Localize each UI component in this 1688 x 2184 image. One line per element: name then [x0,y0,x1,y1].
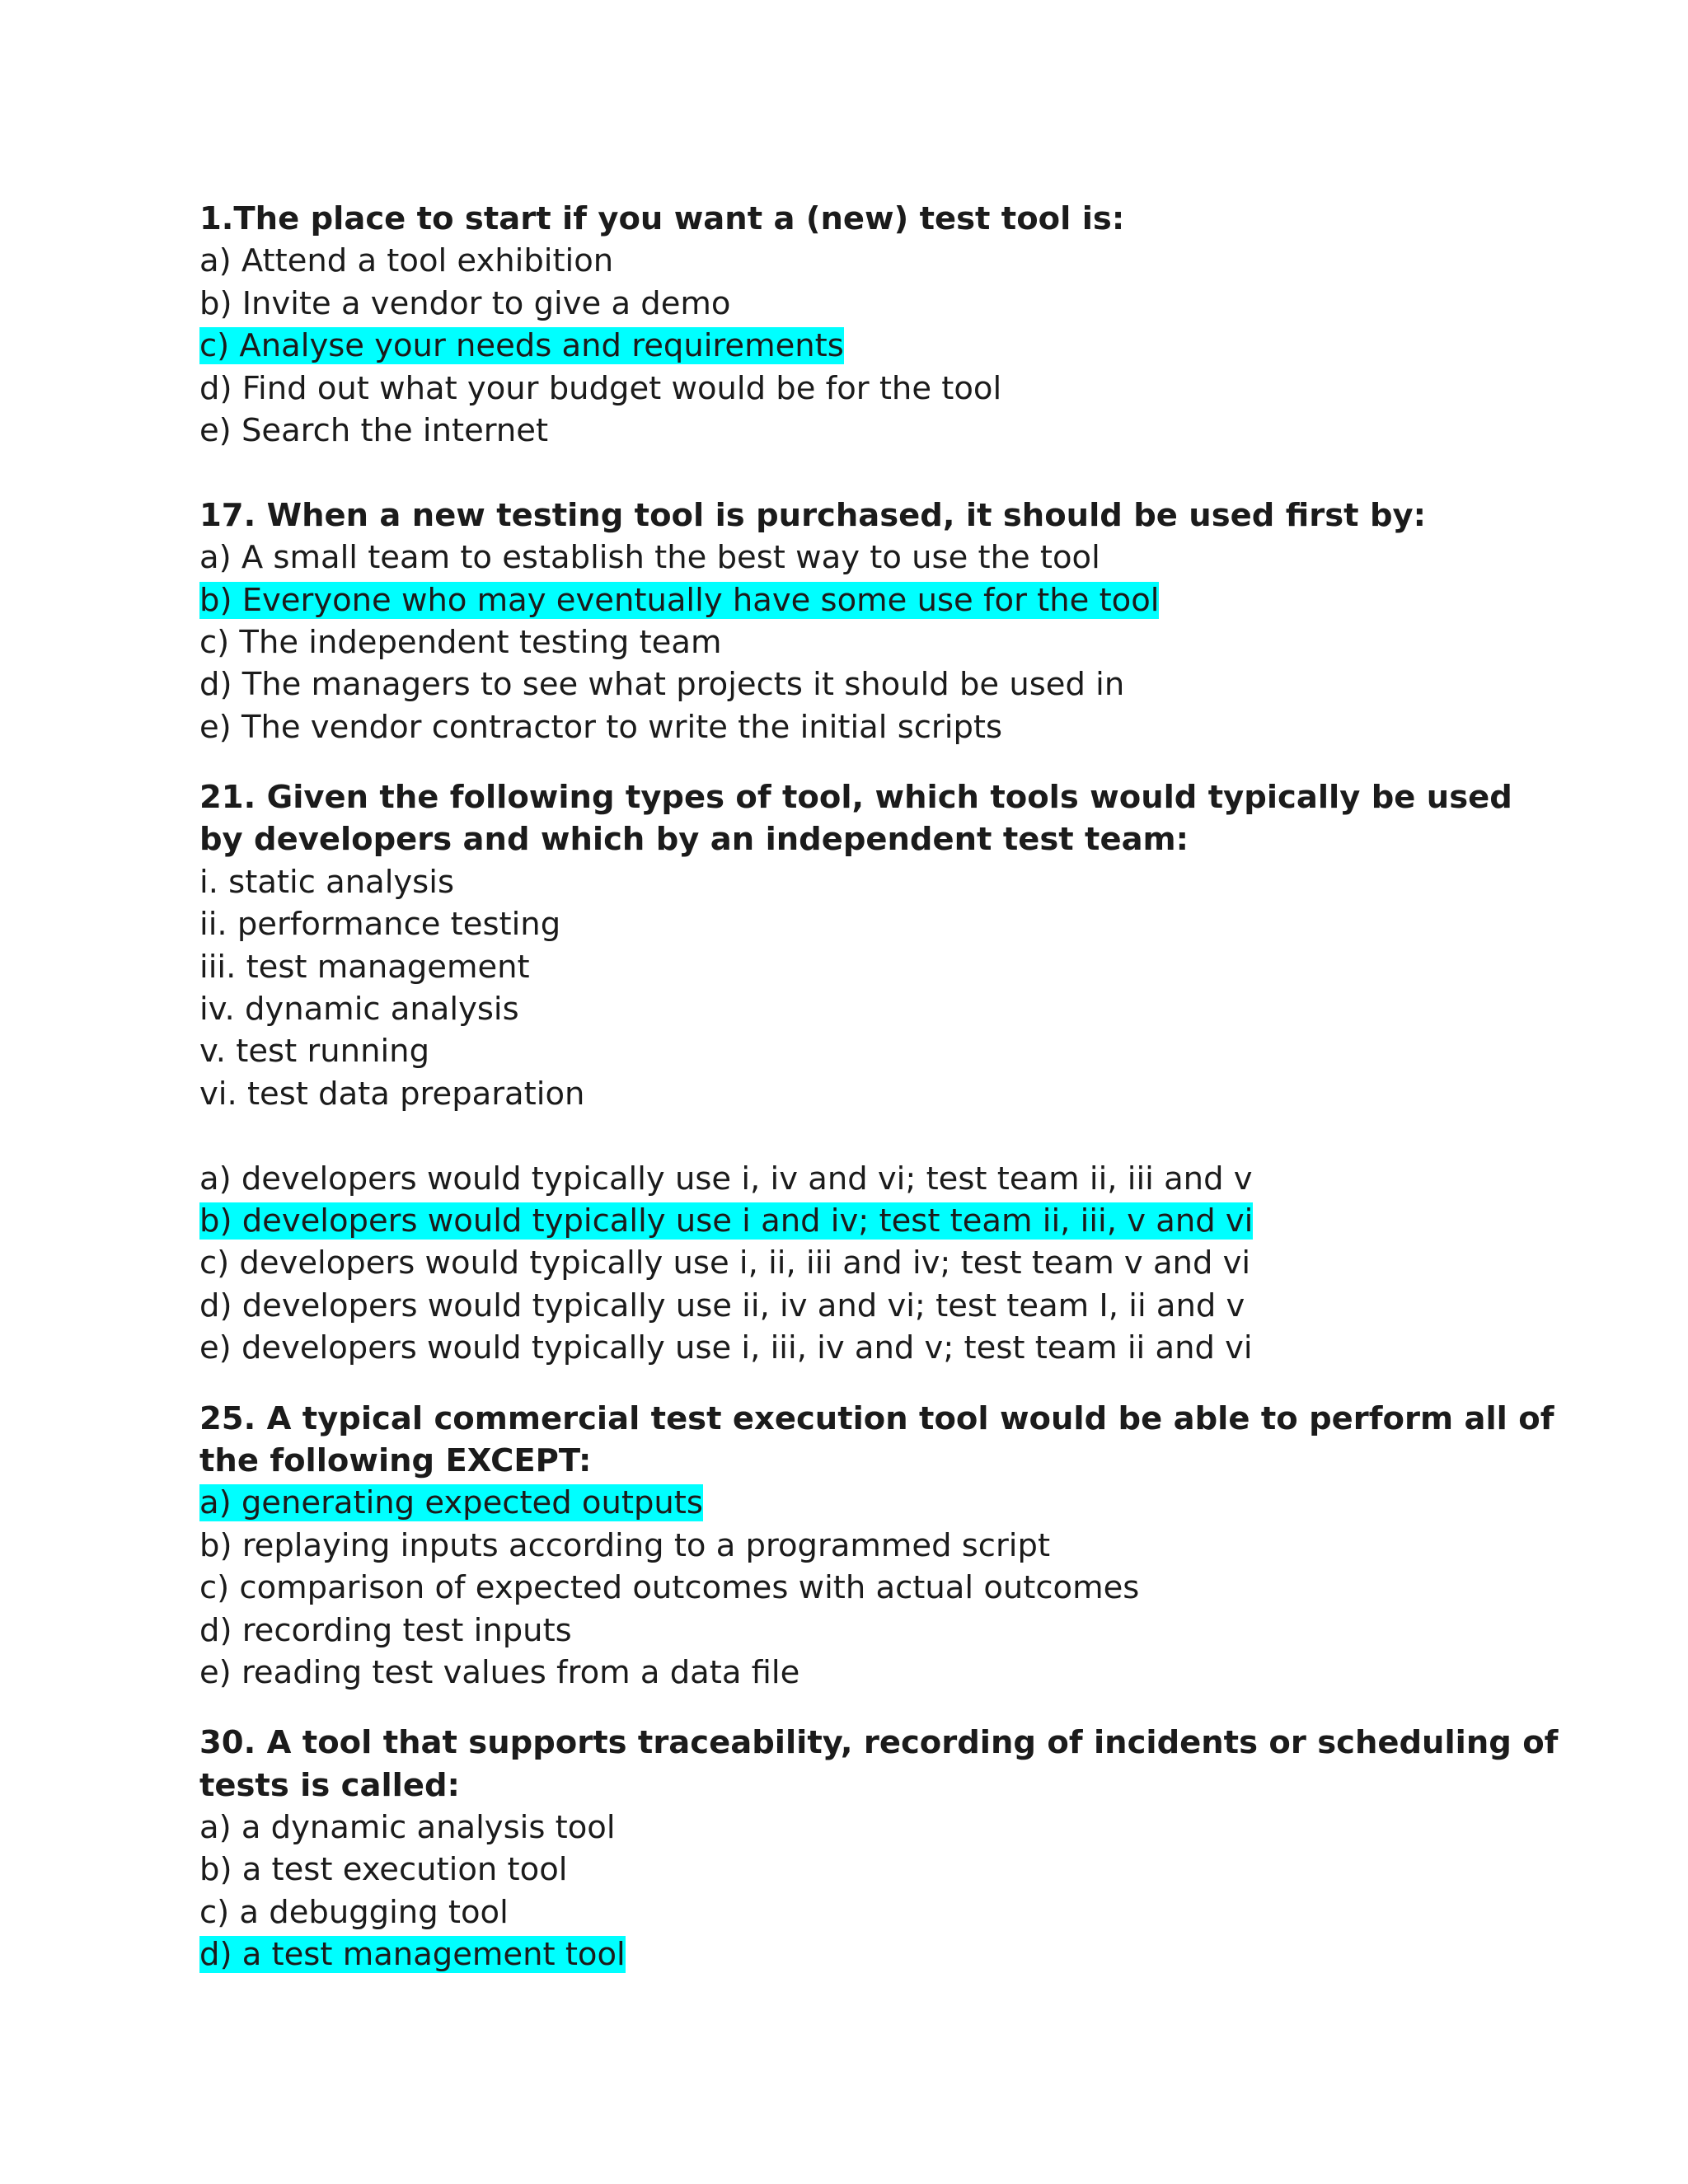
question-text-line-2: the following EXCEPT: [199,1441,592,1479]
option-c-highlighted-answer: c) Analyse your needs and requirements [199,327,844,365]
option-c: c) developers would typically use i, ii, iii and iv; test team v and vi [199,1244,1251,1282]
question-1 [199,198,1551,452]
option-b-highlighted-answer: b) developers would typically use i and iv; test team ii, iii, v and vi [199,1202,1254,1240]
question-text-line-1: 30. A tool that supports traceability, recording of incidents or scheduling of [199,1724,1559,1762]
tool-item-i: i. static analysis [199,863,454,901]
question-text-line-1: 25. A typical commercial test execution tool would be able to perform all of [199,1399,1554,1437]
option-b: b) replaying inputs according to a programmed script [199,1526,1051,1564]
question-text: 17. When a new testing tool is purchased, it should be used first by: [199,496,1427,534]
tool-item-vi: vi. test data preparation [199,1075,585,1113]
tool-item-iv: iv. dynamic analysis [199,991,519,1029]
option-a: a) a dynamic analysis tool [199,1809,616,1847]
option-d: d) recording test inputs [199,1611,572,1649]
option-d: d) developers would typically use ii, iv and vi; test team I, ii and v [199,1286,1245,1324]
option-a: a) developers would typically use i, iv and vi; test team ii, iii and v [199,1160,1253,1197]
tool-item-ii: ii. performance testing [199,906,561,944]
document-page [199,198,1559,1976]
question-30 [199,1722,1559,1975]
option-c: c) a debugging tool [199,1893,509,1931]
tool-item-v: v. test running [199,1033,430,1071]
option-b-highlighted-answer: b) Everyone who may eventually have some use for the tool [199,581,1160,619]
option-d: d) The managers to see what projects it should be used in [199,666,1125,704]
option-e: e) reading test values from a data file [199,1653,800,1691]
tool-item-iii: iii. test management [199,948,530,986]
option-e: e) developers would typically use i, iii, iv and v; test team ii and vi [199,1329,1253,1367]
option-b: b) a test execution tool [199,1851,568,1889]
question-25 [199,1398,1554,1694]
option-a-highlighted-answer: a) generating expected outputs [199,1484,703,1522]
option-a: a) A small team to establish the best way to use the tool [199,539,1100,577]
question-21 [199,776,1551,1369]
question-17 [199,494,1551,748]
option-d: d) Find out what your budget would be for the tool [199,369,1002,407]
option-e: e) The vendor contractor to write the initial scripts [199,708,1003,746]
option-a: a) Attend a tool exhibition [199,242,614,280]
option-c: c) The independent testing team [199,623,722,661]
question-text-line-2: tests is called: [199,1766,460,1804]
option-b: b) Invite a vendor to give a demo [199,284,731,322]
question-text: 1.The place to start if you want a (new) test tool is: [199,200,1125,237]
question-text-line-1: 21. Given the following types of tool, which tools would typically be used [199,779,1512,817]
option-c: c) comparison of expected outcomes with actual outcomes [199,1569,1140,1607]
option-e: e) Search the internet [199,411,549,449]
option-d-highlighted-answer: d) a test management tool [199,1936,626,1974]
question-text-line-2: by developers and which by an independent test team: [199,821,1189,859]
